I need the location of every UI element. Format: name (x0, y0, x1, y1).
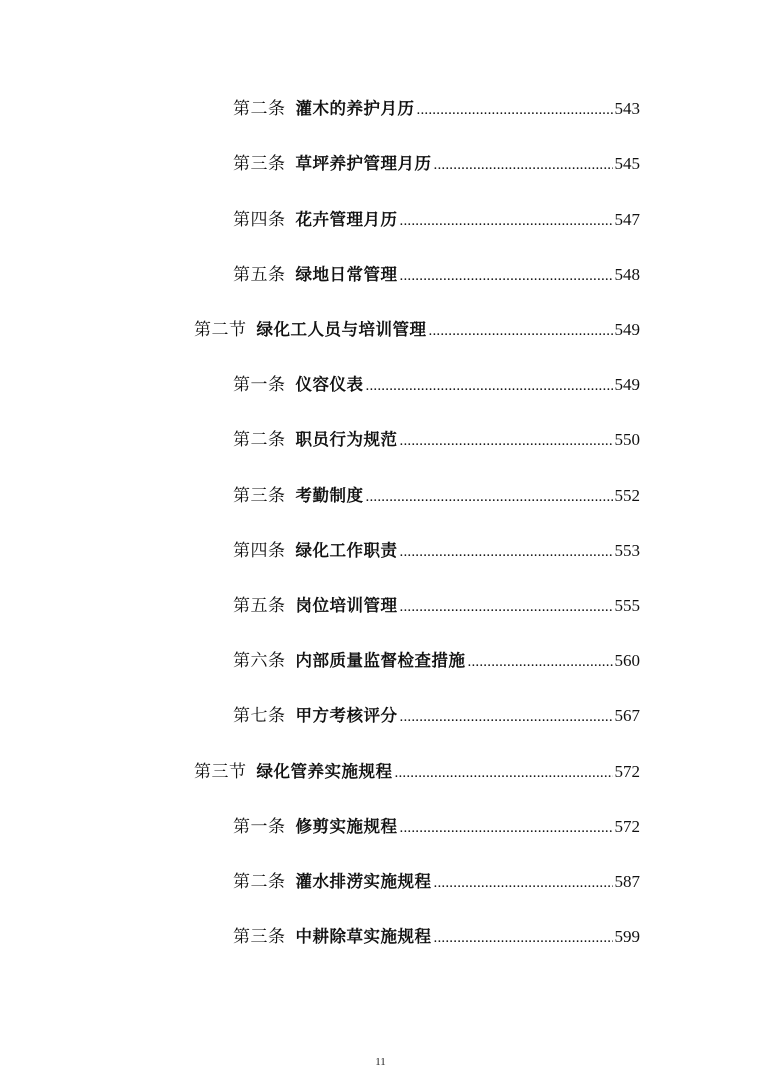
entry-page-number: 545 (614, 154, 640, 173)
entry-title: 考勤制度 (295, 486, 364, 505)
toc-entry[interactable] (233, 207, 640, 233)
toc-entry[interactable] (233, 703, 640, 729)
entry-title: 灌木的养护月历 (295, 99, 415, 118)
entry-title: 甲方考核评分 (295, 706, 398, 725)
entry-page-number: 587 (614, 872, 640, 891)
toc-entry[interactable] (233, 593, 640, 619)
entry-page-number: 543 (614, 99, 640, 118)
entry-number: 第一条 (233, 817, 286, 837)
toc-entry[interactable] (233, 96, 640, 122)
entry-page-number: 552 (614, 486, 640, 505)
entry-title: 中耕除草实施规程 (295, 927, 432, 946)
entry-page-number: 572 (614, 817, 640, 836)
toc-section-entry[interactable] (194, 759, 640, 785)
entry-page-number: 550 (614, 430, 640, 449)
dot-leader (400, 263, 613, 289)
entry-title: 修剪实施规程 (295, 817, 398, 836)
entry-number: 第七条 (233, 706, 286, 726)
footer-page-number: 11 (375, 1056, 386, 1068)
section-number: 第二节 (194, 320, 247, 340)
toc-entry[interactable] (233, 924, 640, 950)
entry-number: 第二条 (233, 430, 286, 450)
entry-title: 绿地日常管理 (295, 265, 398, 284)
entry-number: 第四条 (233, 541, 286, 561)
entry-page-number: 549 (614, 375, 640, 394)
entry-number: 第六条 (233, 651, 286, 671)
toc-entry[interactable] (233, 483, 640, 509)
entry-page-number: 548 (614, 265, 640, 284)
toc-entry[interactable] (233, 427, 640, 453)
entry-title: 岗位培训管理 (295, 596, 398, 615)
section-title: 绿化管养实施规程 (256, 762, 393, 781)
dot-leader (400, 815, 613, 841)
toc-entry[interactable] (233, 372, 640, 398)
toc-entry[interactable] (233, 262, 640, 288)
toc-entry[interactable] (233, 869, 640, 895)
entry-page-number: 549 (614, 320, 640, 339)
dot-leader (366, 484, 613, 510)
section-title: 绿化工人员与培训管理 (256, 320, 427, 339)
dot-leader (400, 594, 613, 620)
entry-title: 仪容仪表 (295, 375, 364, 394)
entry-title: 绿化工作职责 (295, 541, 398, 560)
entry-number: 第二条 (233, 872, 286, 892)
entry-number: 第一条 (233, 375, 286, 395)
entry-title: 职员行为规范 (295, 430, 398, 449)
dot-leader (400, 704, 613, 730)
entry-number: 第三条 (233, 486, 286, 506)
dot-leader (468, 649, 613, 675)
entry-number: 第四条 (233, 210, 286, 230)
entry-title: 花卉管理月历 (295, 210, 398, 229)
dot-leader (400, 428, 613, 454)
toc-section-entry[interactable] (194, 317, 640, 343)
entry-page-number: 572 (614, 762, 640, 781)
dot-leader (434, 925, 613, 951)
section-number: 第三节 (194, 762, 247, 782)
entry-number: 第三条 (233, 927, 286, 947)
entry-title: 草坪养护管理月历 (295, 154, 432, 173)
dot-leader (417, 97, 613, 123)
dot-leader (434, 152, 613, 178)
entry-number: 第二条 (233, 99, 286, 119)
toc-entry[interactable] (233, 648, 640, 674)
entry-page-number: 560 (614, 651, 640, 670)
entry-number: 第三条 (233, 154, 286, 174)
toc-entry[interactable] (233, 538, 640, 564)
toc-entry[interactable] (233, 814, 640, 840)
entry-title: 内部质量监督检查措施 (295, 651, 466, 670)
dot-leader (395, 760, 613, 786)
entry-page-number: 599 (614, 927, 640, 946)
entry-page-number: 547 (614, 210, 640, 229)
dot-leader (434, 870, 613, 896)
entry-title: 灌水排涝实施规程 (295, 872, 432, 891)
entry-number: 第五条 (233, 265, 286, 285)
entry-page-number: 567 (614, 706, 640, 725)
entry-number: 第五条 (233, 596, 286, 616)
toc-entry[interactable] (233, 151, 640, 177)
dot-leader (400, 539, 613, 565)
dot-leader (366, 373, 613, 399)
entry-page-number: 555 (614, 596, 640, 615)
dot-leader (429, 318, 613, 344)
dot-leader (400, 208, 613, 234)
entry-page-number: 553 (614, 541, 640, 560)
